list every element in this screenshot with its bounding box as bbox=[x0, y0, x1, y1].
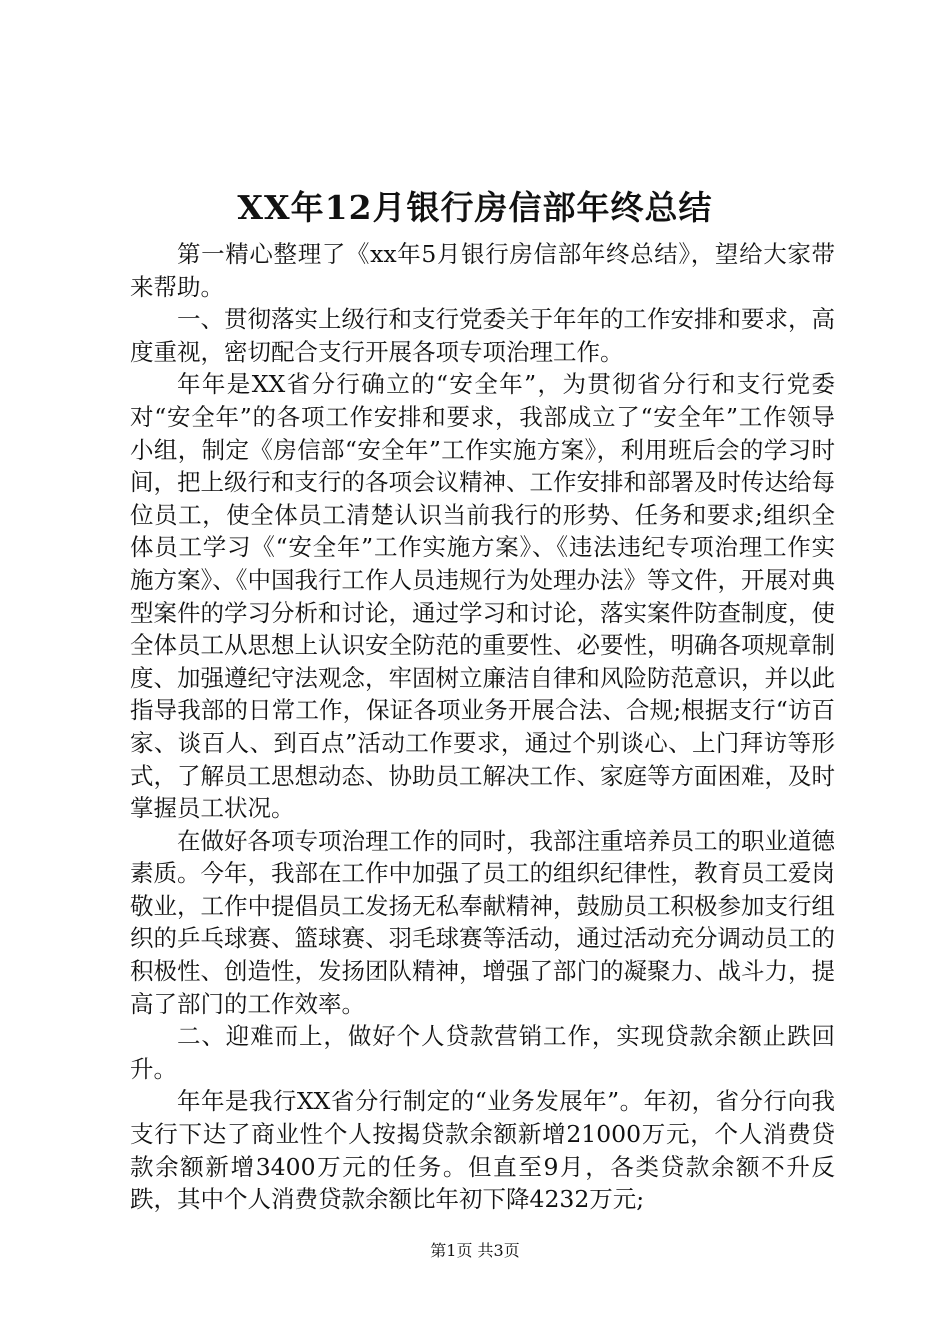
paragraph: 第一精心整理了《xx年5月银行房信部年终总结》，望给大家带来帮助。 bbox=[130, 240, 835, 301]
page-footer: 第1页 共3页 bbox=[430, 1241, 520, 1260]
paragraph: 一、贯彻落实上级行和支行党委关于年年的工作安排和要求，高度重视，密切配合支行开展各项专项治理工作。 bbox=[130, 305, 835, 366]
paragraph: 年年是XX省分行确立的“安全年”，为贯彻省分行和支行党委对“安全年”的各项工作安排和要求，我部成立了“安全年”工作领导小组，制定《房信部“安全年”工作实施方案》，利用班后会的学习时间，把上级行和支行的各项会议精神、工作安排和部署及时传达给每位员工，使全体员工清楚认识当前我行的形势、任务和要求;组织全体员工学习《“安全年”工作实施方案》、《违法违纪专项治理工作实施方案》、《中国我行工作人员违规行为处理办法》等文件，开展对典型案件的学习分析和讨论，通过学习和讨论，落实案件防查制度，使全体员工从思想上认识安全防范的重要性、必要性，明确各项规章制度、加强遵纪守法观念，牢固树立廉洁自律和风险防范意识，并以此指导我部的日常工作，保证各项业务开展合法、合规;根据支行“访百家、谈百人、到百点”活动工作要求，通过个别谈心、上门拜访等形式，了解员工思想动态、协助员工解决工作、家庭等方面困难，及时掌握员工状况。 bbox=[130, 370, 835, 823]
document-body bbox=[130, 238, 835, 1216]
paragraph: 二、迎难而上，做好个人贷款营销工作，实现贷款余额止跌回升。 bbox=[130, 1022, 835, 1083]
paragraph: 年年是我行XX省分行制定的“业务发展年”。年初，省分行向我支行下达了商业性个人按揭贷款余额新增21000万元，个人消费贷款余额新增3400万元的任务。但直至9月，各类贷款余额不升反跌，其中个人消费贷款余额比年初下降4232万元; bbox=[130, 1087, 835, 1214]
document-title: XX年12月银行房信部年终总结 bbox=[237, 188, 713, 227]
paragraph: 在做好各项专项治理工作的同时，我部注重培养员工的职业道德素质。今年，我部在工作中加强了员工的组织纪律性，教育员工爱岗敬业，工作中提倡员工发扬无私奉献精神，鼓励员工积极参加支行组织的乒乓球赛、篮球赛、羽毛球赛等活动，通过活动充分调动员工的积极性、创造性，发扬团队精神，增强了部门的凝聚力、战斗力，提高了部门的工作效率。 bbox=[130, 826, 835, 1018]
